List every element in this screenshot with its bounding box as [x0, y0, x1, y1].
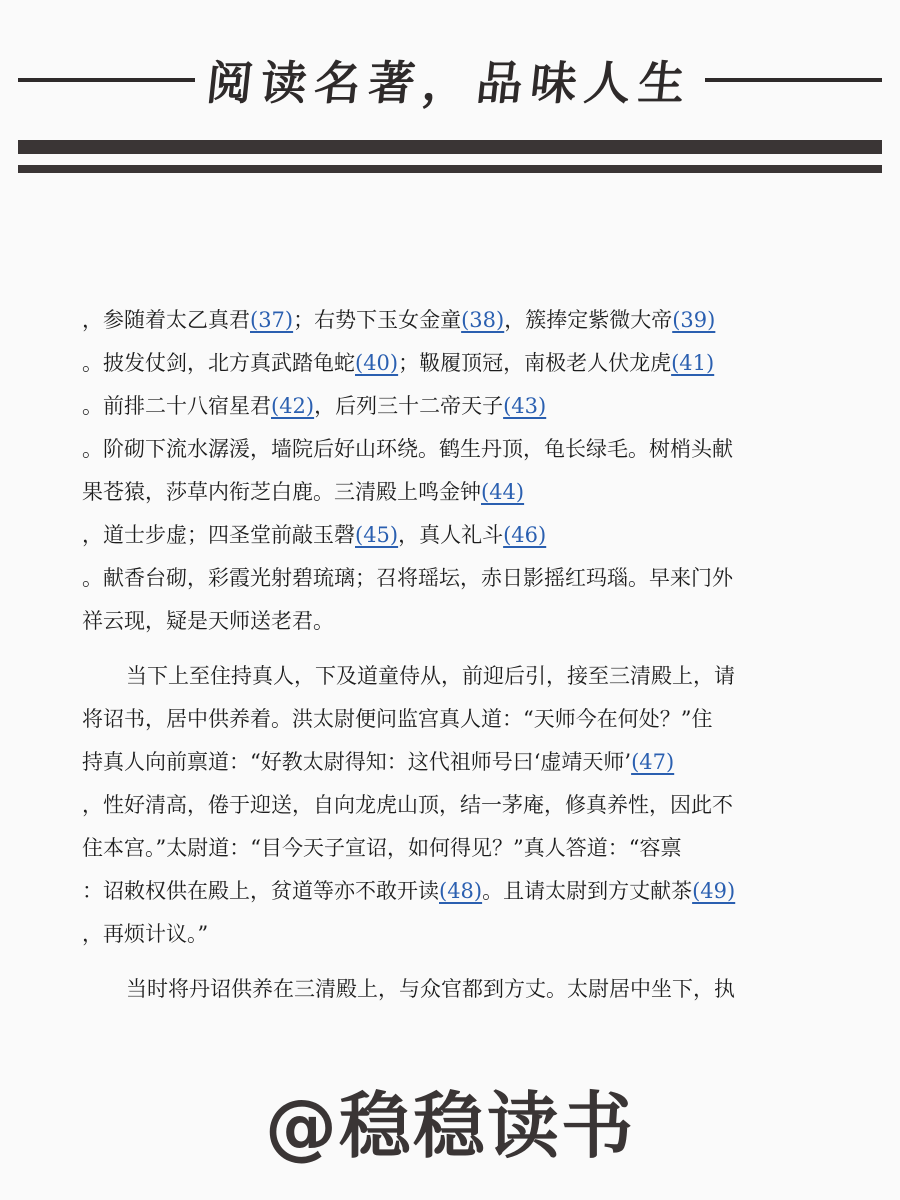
text-segment: ，簇捧定紫微大帝 — [504, 308, 673, 332]
body-text — [82, 299, 802, 1011]
footnote-link[interactable]: (37) — [250, 308, 294, 332]
text-line — [82, 784, 802, 827]
text-line — [82, 827, 802, 870]
text-segment: 。前排二十八宿星君 — [82, 394, 271, 418]
text-segment: 将诏书，居中供养着。洪太尉便问监宫真人道：“天师今在何处？”住 — [82, 707, 713, 731]
watermark: @稳稳读书 — [264, 1084, 635, 1168]
text-line — [82, 870, 802, 913]
text-line — [82, 342, 802, 385]
footnote-link[interactable]: (44) — [481, 480, 525, 504]
text-segment: 。献香台砌，彩霞光射碧琉璃；召将瑶坛，赤日影摇红玛瑙。早来门外 — [82, 566, 733, 590]
text-line — [82, 514, 802, 557]
text-segment: ，后列三十二帝天子 — [314, 394, 504, 418]
text-line — [82, 741, 802, 784]
text-line — [82, 299, 802, 342]
text-segment: 住本宫。”太尉道：“目今天子宣诏，如何得见？”真人答道：“容禀 — [82, 836, 682, 860]
text-line — [82, 698, 802, 741]
divider-bar-thin — [18, 165, 882, 173]
footnote-link[interactable]: (49) — [692, 879, 736, 903]
text-segment: 祥云现，疑是天师送老君。 — [82, 609, 334, 633]
text-segment: 。阶砌下流水潺湲，墙院后好山环绕。鹤生丹顶，龟长绿毛。树梢头献 — [82, 437, 733, 461]
text-segment: ，再烦计议。” — [82, 922, 209, 946]
text-segment: ，性好清高，倦于迎送，自向龙虎山顶，结一茅庵，修真养性，因此不 — [82, 793, 733, 817]
footnote-link[interactable]: (45) — [355, 523, 399, 547]
text-segment: ；靸履顶冠，南极老人伏龙虎 — [398, 351, 672, 375]
text-line — [82, 557, 802, 600]
text-line — [82, 428, 802, 471]
footnote-link[interactable]: (43) — [503, 394, 547, 418]
text-segment: ，参随着太乙真君 — [82, 308, 250, 332]
text-segment: ；右势下玉女金童 — [293, 308, 462, 332]
text-line — [82, 385, 802, 428]
text-line — [82, 913, 802, 956]
text-line — [82, 471, 802, 514]
text-segment: 当下上至住持真人，下及道童侍从，前迎后引，接至三清殿上，请 — [126, 664, 735, 688]
text-segment: 。且请太尉到方丈献茶 — [482, 879, 693, 903]
text-segment: ，真人礼斗 — [398, 523, 504, 547]
text-segment: ，道士步虚；四圣堂前敲玉磬 — [82, 523, 355, 547]
text-segment: 持真人向前禀道：“好教太尉得知：这代祖师号曰‘虚靖天师’ — [82, 750, 632, 774]
text-line — [82, 655, 802, 698]
footnote-link[interactable]: (48) — [439, 879, 483, 903]
footnote-link[interactable]: (47) — [631, 750, 675, 774]
divider-bar-thick — [18, 140, 882, 154]
footnote-link[interactable]: (41) — [671, 351, 715, 375]
text-segment: 。披发仗剑，北方真武踏龟蛇 — [82, 351, 355, 375]
text-segment: 果苍猿，莎草内衔芝白鹿。三清殿上鸣金钟 — [82, 480, 481, 504]
footnote-link[interactable]: (38) — [461, 308, 505, 332]
text-segment: ：诏敕权供在殿上，贫道等亦不敢开读 — [82, 879, 439, 903]
footnote-link[interactable]: (39) — [672, 308, 716, 332]
text-segment: 当时将丹诏供养在三清殿上，与众官都到方丈。太尉居中坐下，执 — [126, 977, 735, 1001]
text-line — [82, 968, 802, 1011]
footnote-link[interactable]: (46) — [503, 523, 547, 547]
footnote-link[interactable]: (40) — [355, 351, 399, 375]
footnote-link[interactable]: (42) — [271, 394, 315, 418]
header-banner — [18, 40, 882, 120]
header-rule-right — [705, 78, 882, 82]
header-title: 阅读名著，品味人生 — [203, 56, 696, 110]
text-line — [82, 600, 802, 643]
header-rule-left — [18, 78, 195, 82]
